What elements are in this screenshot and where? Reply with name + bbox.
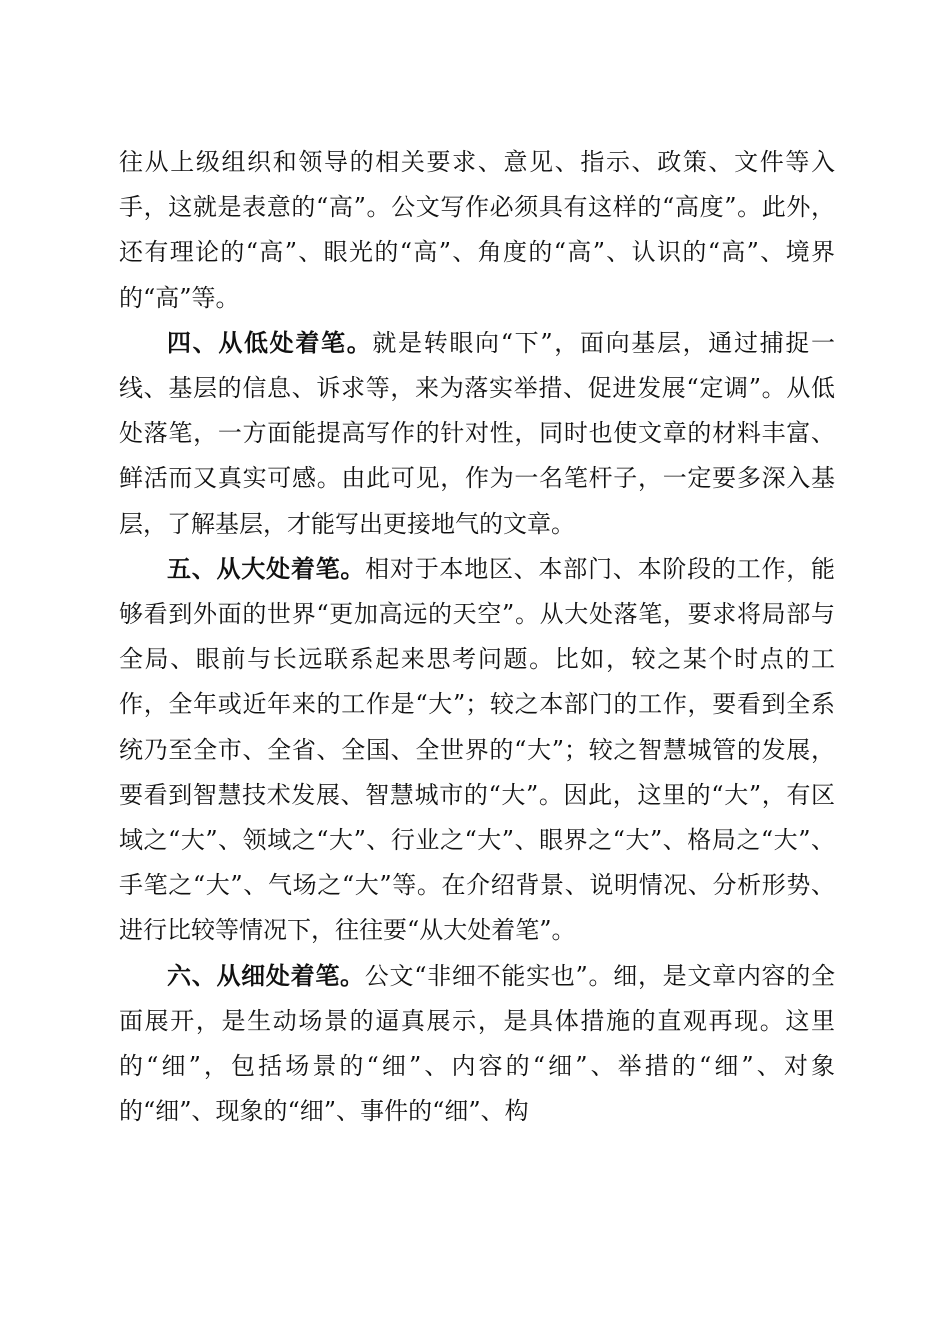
paragraph-detail [119, 954, 835, 1135]
paragraph-text: 往从上级组织和领导的相关要求、意见、指示、政策、文件等入手，这就是表意的“高”。公文写作必须具有这样的“高度”。此外，还有理论的“高”、眼光的“高”、角度的“高”、认识的“高”、境界的“高”等。 [119, 148, 835, 312]
paragraph-continuation [119, 140, 835, 321]
paragraph-text: 公文“非细不能实也”。细，是文章内容的全面展开，是生动场景的逼真展示，是具体措施的直观再现。这里的“细”，包括场景的“细”、内容的“细”、举措的“细”、对象的“细”、现象的“细”、事件的“细”、构 [119, 961, 835, 1126]
paragraph-text: 就是转眼向“下”，面向基层，通过捕捉一线、基层的信息、诉求等，来为落实举措、促进发展“定调”。从低处落笔，一方面能提高写作的针对性，同时也使文章的材料丰富、鲜活而又真实可感。由此可见，作为一名笔杆子，一定要多深入基层，了解基层，才能写出更接地气的文章。 [119, 328, 835, 538]
document-body [119, 140, 835, 1134]
paragraph-big-picture [119, 547, 835, 954]
paragraph-text: 相对于本地区、本部门、本阶段的工作，能够看到外面的世界“更加高远的天空”。从大处落笔，要求将局部与全局、眼前与长远联系起来思考问题。比如，较之某个时点的工作，全年或近年来的工作是“大”；较之本部门的工作，要看到全系统乃至全市、全省、全国、全世界的“大”；较之智慧城管的发展，要看到智慧技术发展、智慧城市的“大”。因此，这里的“大”，有区域之“大”、领域之“大”、行业之“大”、眼界之“大”、格局之“大”、手笔之“大”、气场之“大”等。在介绍背景、说明情况、分析形势、进行比较等情况下，往往要“从大处着笔”。 [119, 554, 836, 945]
paragraph-low-point [119, 321, 835, 547]
section-heading-6: 六、从细处着笔。 [167, 961, 365, 990]
section-heading-5: 五、从大处着笔。 [167, 554, 366, 583]
section-heading-4: 四、从低处着笔。 [167, 328, 373, 357]
